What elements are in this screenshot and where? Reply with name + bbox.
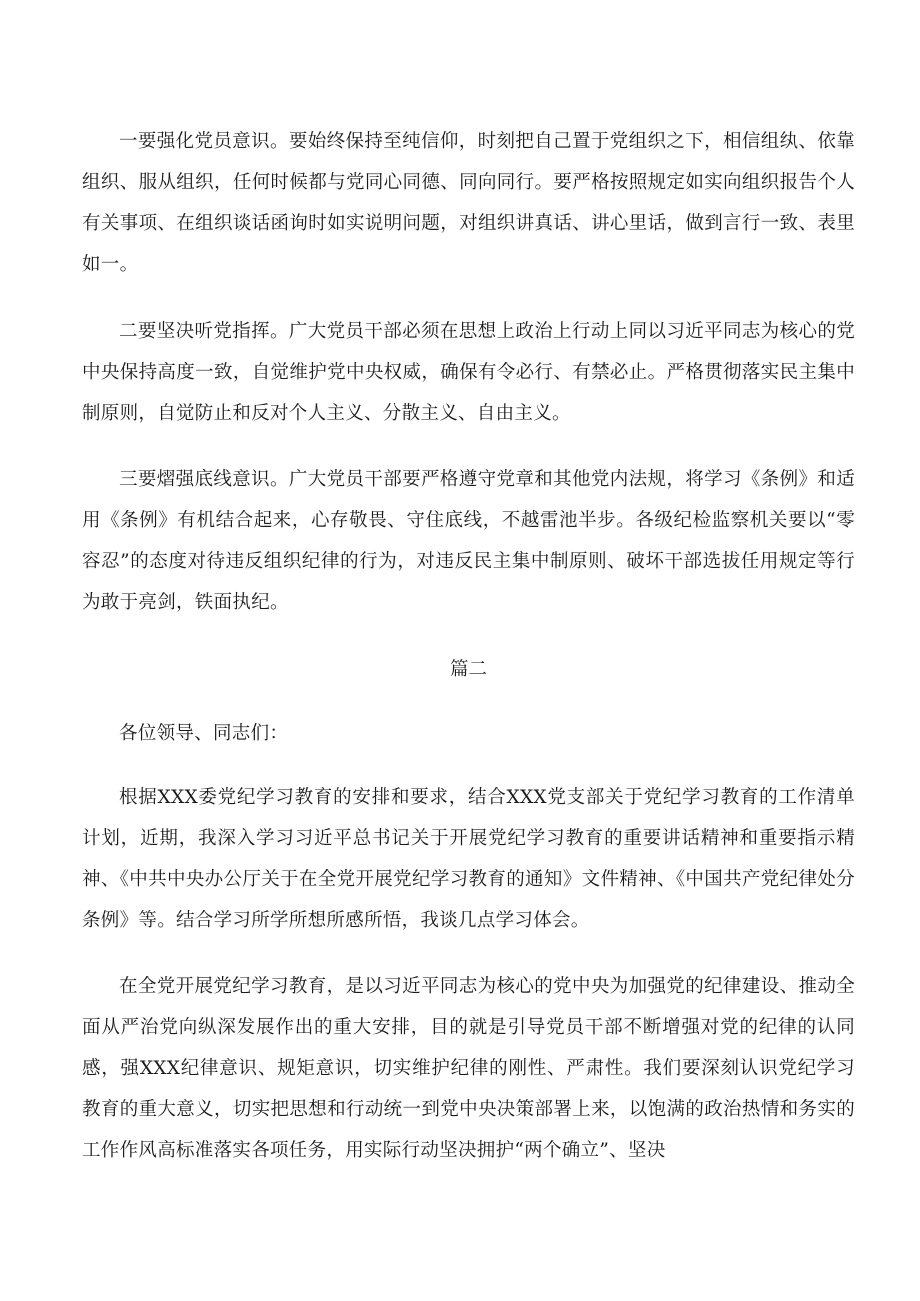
section-heading: 篇二	[449, 659, 487, 680]
paragraph-education-significance: 在全党开展党纪学习教育，是以习近平同志为核心的党中央为加强党的纪律建设、推动全面从严治党向纵深发展作出的重大安排，目的就是引导党员干部不断增强对党的纪律的认同感，强XXX纪律意识、规矩意识，切实维护纪律的刚性、严肃性。我们要深刻认识党纪学习教育的重大意义，切实把思想和行动统一到党中央决策部署上来，以饱满的政治热情和务实的工作作风高标准落实各项任务，用实际行动坚决拥护“两个确立”、坚决	[82, 976, 855, 1161]
paragraph-party-awareness: 一要强化党员意识。要始终保持至纯信仰，时刻把自己置于党组织之下，相信组纨、依靠组织、服从组织，任何时候都与党同心同德、同向同行。要严格按照规定如实向组织报告个人有关事项、在组织谈话函询时如实说明问题，对组织讲真话、讲心里话，做到言行一致、表里如一。	[82, 131, 855, 275]
paragraph-follow-command: 二要坚决听党指挥。广大党员干部必须在思想上政治上行动上同以习近平同志为核心的党中央保持高度一致，自觉维护党中央权威，确保有令必行、有禁必止。严格贯彻落实民主集中制原则，自觉防止和反对个人主义、分散主义、自由主义。	[82, 321, 855, 424]
salutation: 各位领导、同志们：	[119, 723, 289, 744]
paragraph-study-plan: 根据XXX委党纪学习教育的安排和要求，结合XXX党支部关于党纪学习教育的工作清单计划，近期，我深入学习习近平总书记关于开展党纪学习教育的重要讲话精神和重要指示精神、《中共中央办公厅关于在全党开展党纪学习教育的通知》文件精神、《中国共产党纪律处分条例》等。结合学习所学所想所感所悟，我谈几点学习体会。	[82, 787, 855, 931]
paragraph-bottom-line: 三要熠强底线意识。广大党员干部要严格遵守党章和其他党内法规，将学习《条例》和适用《条例》有机结合起来，心存敬畏、守住底线，不越雷池半步。各级纪检监察机关要以“零容忍”的态度对待违反组织纪律的行为，对违反民主集中制原则、破坏干部选拔任用规定等行为敢于亮剑，铁面执纪。	[82, 469, 855, 613]
